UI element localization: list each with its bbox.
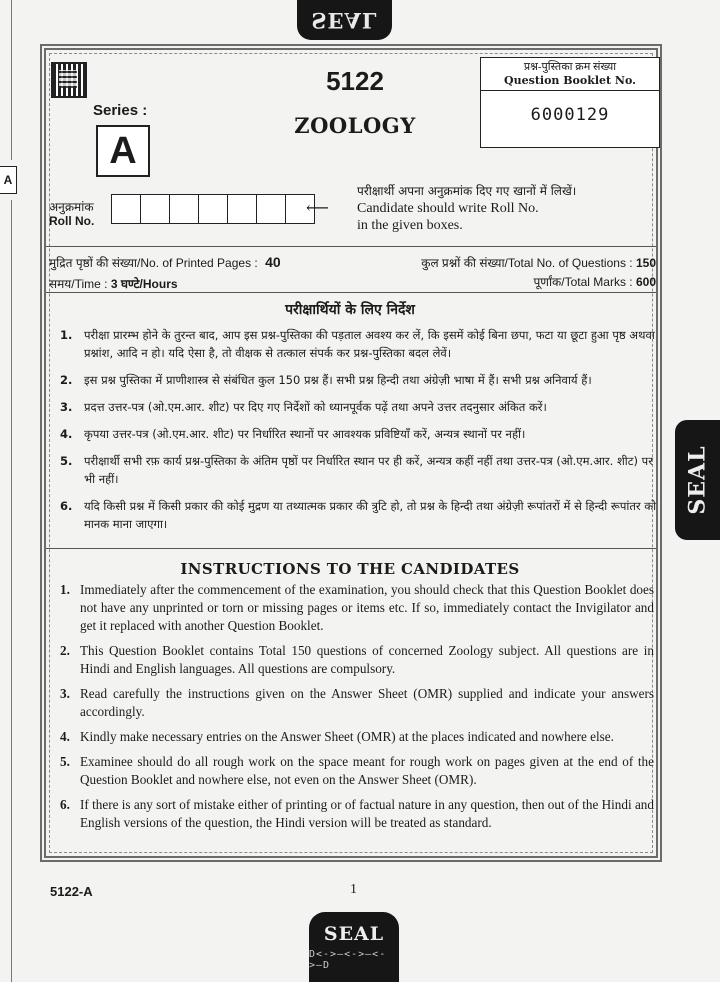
list-item: 6. यदि किसी प्रश्न में किसी प्रकार की कोई मुद्रण या तथ्यात्मक प्रकार की त्रुटि हो, तो प्रश्न के हिन्दी तथा अंग्रेज़ी रूपांतरों में से हिन्दी रूपांतर को मानक माना जाएगा। [60, 499, 657, 531]
subject-title: ZOOLOGY [294, 113, 416, 138]
roll-note-hi: परीक्षार्थी अपना अनुक्रमांक दिए गए खानों में लिखें। [357, 184, 577, 198]
divider [46, 292, 656, 293]
roll-label-hi: अनुक्रमांक [49, 200, 94, 214]
english-instructions-title: INSTRUCTIONS TO THE CANDIDATES [180, 560, 520, 578]
seal-bottom [309, 912, 399, 982]
divider [46, 548, 656, 549]
roll-note-en-2: in the given boxes. [357, 218, 463, 233]
footer-code: 5122-A [50, 884, 93, 899]
pages-value: 40 [265, 254, 281, 270]
time-value: 3 घण्टे/Hours [110, 277, 178, 291]
hindi-instructions [60, 326, 660, 542]
qr-code [51, 62, 87, 98]
list-item: 3. Read carefully the instructions given on the Answer Sheet (OMR) supplied and indicate your answers accordingly. [60, 686, 654, 719]
roll-label [49, 200, 94, 228]
list-item: 6. If there is any sort of mistake either of printing or of factual nature in any question, then out of the Hindi and English versions of the question, the Hindi version will be treated as standard. [60, 797, 654, 830]
paper-code: 5122 [326, 66, 384, 96]
booklet-label-en: Question Booklet No. [504, 74, 636, 87]
booklet-label-hi: प्रश्न-पुस्तिका क्रम संख्या [523, 61, 617, 73]
roll-digit-box[interactable] [140, 194, 170, 224]
list-item: 4. Kindly make necessary entries on the Answer Sheet (OMR) at the places indicated and nowhere else. [60, 729, 614, 744]
arrow-left-icon: ⟵ [306, 200, 329, 217]
list-item: 2. इस प्रश्न पुस्तिका में प्राणीशास्त्र से संबंधित कुल 150 प्रश्न हैं। सभी प्रश्न हिन्दी तथा अंग्रेज़ी भाषा में हैं। सभी प्रश्न अनिवार्य हैं। [60, 373, 592, 387]
time-label: समय/Time : [49, 277, 108, 291]
roll-digit-box[interactable] [169, 194, 199, 224]
roll-digit-box[interactable] [111, 194, 141, 224]
marks-label: पूर्णांक/Total Marks : [533, 275, 633, 289]
list-item: 5. Examinee should do all rough work on the space meant for rough work on pages given at the end of the Question Booklet and nowhere else, not even on the Answer Sheet (OMR). [60, 754, 654, 787]
booklet-label [481, 58, 659, 91]
roll-digit-box[interactable] [256, 194, 286, 224]
seal-side: SEAL [675, 420, 720, 540]
margin-line [11, 200, 12, 982]
list-item: 2. This Question Booklet contains Total 150 questions of concerned Zoology subject. All questions are in Hindi and English languages. All questions are compulsory. [60, 643, 654, 676]
series-side-tab: A [0, 166, 17, 194]
roll-number-boxes[interactable] [112, 194, 315, 224]
questions-label: कुल प्रश्नों की संख्या/Total No. of Questions : [421, 256, 633, 270]
series-label: Series : [93, 102, 148, 119]
divider [46, 246, 656, 247]
seal-top: SEAL [297, 0, 392, 40]
list-item: 1. Immediately after the commencement of the examination, you should check that this Question Booklet does not have any unprinted or torn or missing pages or items etc. If so, immediately contact the Invigilator and get it replaced with another Question Booklet. [60, 582, 654, 633]
page-number: 1 [350, 882, 357, 897]
pages-label: मुद्रित पृष्ठों की संख्या/No. of Printed Pages : [49, 256, 258, 270]
list-item: 5. परीक्षार्थी सभी रफ़ कार्य प्रश्न-पुस्तिका के अंतिम पृष्ठों पर निर्धारित स्थान पर ही करें, अन्यत्र कहीं नहीं तथा उत्तर-पत्र (ओ.एम.आर. शीट) पर भी नहीं। [60, 454, 653, 486]
seal-bottom-strip: D<->–<->–<->–D [309, 949, 387, 971]
list-item: 4. कृपया उत्तर-पत्र (ओ.एम.आर. शीट) पर निर्धारित स्थानों पर आवश्यक प्रविष्टियाँ करें, अन्यत्र स्थानों पर नहीं। [60, 427, 526, 441]
roll-label-en: Roll No. [49, 214, 95, 228]
roll-digit-box[interactable] [227, 194, 257, 224]
question-booklet-box [480, 57, 660, 148]
seal-bottom-text: SEAL [323, 923, 385, 945]
roll-note [357, 183, 617, 234]
list-item: 1. परीक्षा प्रारम्भ होने के तुरन्त बाद, आप इस प्रश्न-पुस्तिका की पड़ताल अवश्य कर लें, कि इसमें कोई बिना छपा, फटा या छूटा हुआ पृष्ठ अथवा प्रश्नांश, आदि न हो। यदि ऐसा है, तो वीक्षक से तत्काल संपर्क कर प्रश्न-पुस्तिका बदल लेवें। [60, 328, 655, 360]
total-marks [533, 273, 656, 290]
marks-value: 600 [635, 275, 656, 289]
time-allowed [49, 275, 178, 292]
series-box: A [96, 125, 150, 177]
hindi-instructions-title: परीक्षार्थियों के लिए निर्देश [285, 302, 415, 318]
list-item: 3. प्रदत्त उत्तर-पत्र (ओ.एम.आर. शीट) पर दिए गए निर्देशों को ध्यानपूर्वक पढ़ें तथा अपने उत्तर तदनुसार अंकित करें। [60, 400, 547, 414]
booklet-number: 6000129 [530, 105, 610, 125]
english-instructions [60, 581, 654, 839]
total-questions [421, 254, 656, 271]
roll-note-en-1: Candidate should write Roll No. [357, 201, 539, 216]
questions-value: 150 [635, 256, 656, 270]
printed-pages [49, 254, 281, 271]
roll-digit-box[interactable] [198, 194, 228, 224]
margin-line [11, 0, 12, 160]
